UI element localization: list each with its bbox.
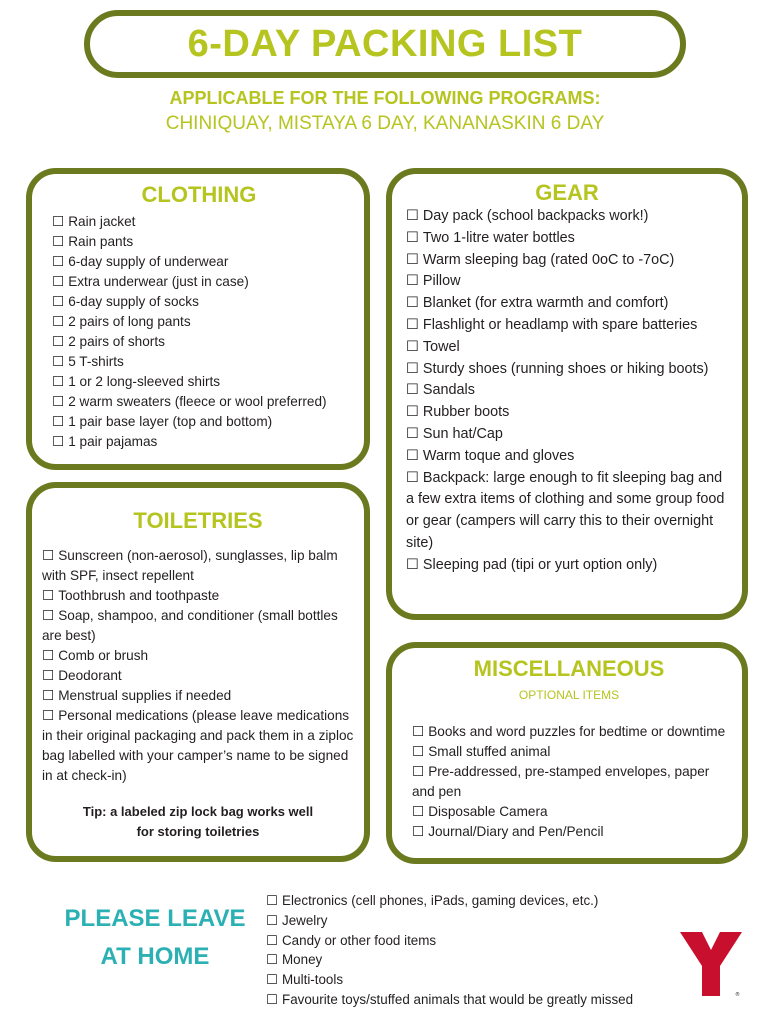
list-item [266,931,686,951]
item-label: Warm toque and gloves [422,447,575,464]
list-item [52,372,346,392]
checkbox-icon[interactable]: ☐ [406,447,419,464]
list-item [42,666,354,686]
item-label: Personal medications (please leave medications in their original packaging and pack them in a ziploc bag labelled with your camper’s name to be signed in at check-in) [42,708,354,783]
list-item [52,352,346,372]
misc-list [412,722,726,842]
page-title: 6-DAY PACKING LIST [187,22,583,65]
gear-box [386,168,748,620]
item-label: 5 T-shirts [68,354,124,369]
item-label: Rain jacket [68,214,136,229]
list-item [52,252,346,272]
toiletries-box [26,482,370,862]
list-item [406,402,728,424]
list-item [52,212,346,232]
list-item [406,228,728,250]
leave-at-home-title [40,900,270,976]
list-item [406,468,728,555]
item-label: 2 pairs of long pants [68,314,191,329]
item-label: Backpack: large enough to fit sleeping bag and a few extra items of clothing and some group food or gear (campers will carry this to their overnight site) [406,469,725,551]
checkbox-icon[interactable]: ☐ [266,991,279,1007]
item-label: Day pack (school backpacks work!) [422,208,649,224]
item-label: 6-day supply of socks [68,294,199,309]
list-item [406,271,728,293]
item-label: 1 pair pajamas [68,434,158,449]
checkbox-icon[interactable]: ☐ [52,214,65,229]
checkbox-icon[interactable]: ☐ [52,394,65,409]
leave-at-home-line-1: PLEASE LEAVE [64,905,246,932]
item-label: Towel [422,338,460,355]
leave-at-home-box [266,891,686,1010]
list-item [406,446,728,468]
item-label: Favourite toys/stuffed animals that would be greatly missed [282,991,634,1007]
item-label: Extra underwear (just in case) [68,274,249,289]
list-item [42,546,354,586]
list-item [42,586,354,606]
gear-title: GEAR [535,180,599,205]
checkbox-icon[interactable]: ☐ [42,608,55,623]
misc-box [386,642,748,864]
list-item [406,250,728,272]
list-item [406,337,728,359]
item-label: Comb or brush [58,648,149,663]
item-label: Jewelry [282,912,328,928]
checkbox-icon[interactable]: ☐ [412,764,425,779]
list-item [266,911,686,931]
list-item [406,293,728,315]
list-item [412,822,726,842]
checkbox-icon[interactable]: ☐ [52,294,65,309]
checkbox-icon[interactable]: ☐ [52,234,65,249]
list-item [412,802,726,822]
list-item [412,742,726,762]
item-label: Books and word puzzles for bedtime or downtime [428,724,726,739]
leave-at-home-list [266,891,686,1010]
list-item [266,990,686,1010]
tip-line-2: for storing toiletries [136,824,260,839]
checkbox-icon[interactable]: ☐ [406,404,419,421]
item-label: Pillow [422,273,461,290]
tip-line-1: Tip: a labeled zip lock bag works well [82,804,314,819]
list-item [406,206,728,228]
checkbox-icon[interactable]: ☐ [406,360,419,377]
item-label: Sandals [422,382,475,399]
list-item [42,606,354,646]
item-label: Sleeping pad (tipi or yurt option only) [422,556,658,573]
list-item [52,232,346,252]
list-item [266,970,686,990]
list-item [266,950,686,970]
checkbox-icon[interactable]: ☐ [52,334,65,349]
ymca-y-icon [680,932,742,1002]
item-label: Pre-addressed, pre-stamped envelopes, paper and pen [412,764,710,799]
checkbox-icon[interactable]: ☐ [52,354,65,369]
list-item [52,332,346,352]
item-label: Rubber boots [422,404,510,421]
list-item [52,412,346,432]
list-item [406,555,728,577]
checkbox-icon[interactable]: ☐ [42,548,55,563]
checkbox-icon[interactable]: ☐ [266,952,279,968]
checkbox-icon[interactable]: ☐ [266,912,279,928]
ymca-y-logo [680,932,742,1007]
checkbox-icon[interactable]: ☐ [406,316,419,333]
checkbox-icon[interactable]: ☐ [42,648,55,663]
checkbox-icon[interactable]: ☐ [406,229,419,246]
misc-title: MISCELLANEOUS [473,656,665,681]
list-item [406,380,728,402]
checkbox-icon[interactable]: ☐ [406,251,419,268]
checkbox-icon[interactable]: ☐ [412,724,425,739]
list-item [42,686,354,706]
checkbox-icon[interactable]: ☐ [406,338,419,355]
checkbox-icon[interactable]: ☐ [42,688,55,703]
programs-label: APPLICABLE FOR THE FOLLOWING PROGRAMS: [169,88,601,108]
checkbox-icon[interactable]: ☐ [42,668,55,683]
toiletries-tip [42,802,354,842]
checkbox-icon[interactable]: ☐ [412,824,425,839]
list-item [52,432,346,452]
item-label: Blanket (for extra warmth and comfort) [422,295,669,312]
item-label: Menstrual supplies if needed [58,688,232,703]
item-label: 6-day supply of underwear [68,254,229,269]
list-item [52,312,346,332]
clothing-title: CLOTHING [141,182,257,207]
checkbox-icon[interactable]: ☐ [412,744,425,759]
list-item [412,762,726,802]
misc-subtitle: OPTIONAL ITEMS [518,688,620,702]
item-label: Candy or other food items [282,932,437,948]
item-label: Rain pants [68,234,134,249]
item-label: Money [282,952,323,968]
item-label: Multi-tools [282,972,344,988]
item-label: Flashlight or headlamp with spare batteries [422,316,698,333]
item-label: Sun hat/Cap [422,425,503,442]
item-label: Small stuffed animal [428,744,551,759]
list-item [406,359,728,381]
checkbox-icon[interactable]: ☐ [412,804,425,819]
item-label: Soap, shampoo, and conditioner (small bottles are best) [42,608,338,643]
item-label: Electronics (cell phones, iPads, gaming devices, etc.) [282,893,599,908]
toiletries-list [42,546,354,786]
checkbox-icon[interactable]: ☐ [52,414,65,429]
item-label: 2 warm sweaters (fleece or wool preferred) [68,394,327,409]
item-label: Disposable Camera [428,804,548,819]
toiletries-title: TOILETRIES [133,508,263,533]
list-item [42,646,354,666]
checkbox-icon[interactable]: ☐ [406,425,419,442]
clothing-list [52,212,346,452]
checkbox-icon[interactable]: ☐ [406,556,419,573]
list-item [52,292,346,312]
programs-list: CHINIQUAY, MISTAYA 6 DAY, KANANASKIN 6 DAY [165,113,605,134]
checkbox-icon[interactable]: ☐ [406,382,419,399]
checkbox-icon[interactable]: ☐ [266,932,279,948]
checkbox-icon[interactable]: ☐ [52,374,65,389]
checkbox-icon[interactable]: ☐ [52,254,65,269]
list-item [412,722,726,742]
item-label: 1 or 2 long-sleeved shirts [68,374,221,389]
item-label: Deodorant [58,668,122,683]
item-label: Warm sleeping bag (rated 0oC to -7oC) [422,251,675,268]
checkbox-icon[interactable]: ☐ [406,469,419,486]
checkbox-icon[interactable]: ☐ [42,708,55,723]
item-label: Sunscreen (non-aerosol), sunglasses, lip balm with SPF, insect repellent [42,548,338,583]
checkbox-icon[interactable]: ☐ [52,274,65,289]
item-label: Two 1-litre water bottles [422,229,575,246]
item-label: Journal/Diary and Pen/Pencil [428,824,604,839]
list-item [52,392,346,412]
checkbox-icon[interactable]: ☐ [52,434,65,449]
item-label: Sturdy shoes (running shoes or hiking boots) [422,360,709,377]
item-label: 2 pairs of shorts [68,334,165,349]
svg-text:®: ® [735,992,740,998]
item-label: Toothbrush and toothpaste [58,588,220,603]
checkbox-icon[interactable]: ☐ [266,972,279,988]
title-banner [84,10,686,78]
list-item [406,315,728,337]
item-label: 1 pair base layer (top and bottom) [68,414,273,429]
checkbox-icon[interactable]: ☐ [42,588,55,603]
gear-list [406,206,728,577]
checkbox-icon[interactable]: ☐ [406,208,419,224]
list-item [42,706,354,786]
list-item [406,424,728,446]
checkbox-icon[interactable]: ☐ [266,893,279,908]
leave-at-home-line-2: AT HOME [100,943,210,970]
checkbox-icon[interactable]: ☐ [52,314,65,329]
list-item [266,891,686,911]
checkbox-icon[interactable]: ☐ [406,273,419,290]
clothing-box [26,168,370,470]
list-item [52,272,346,292]
checkbox-icon[interactable]: ☐ [406,295,419,312]
